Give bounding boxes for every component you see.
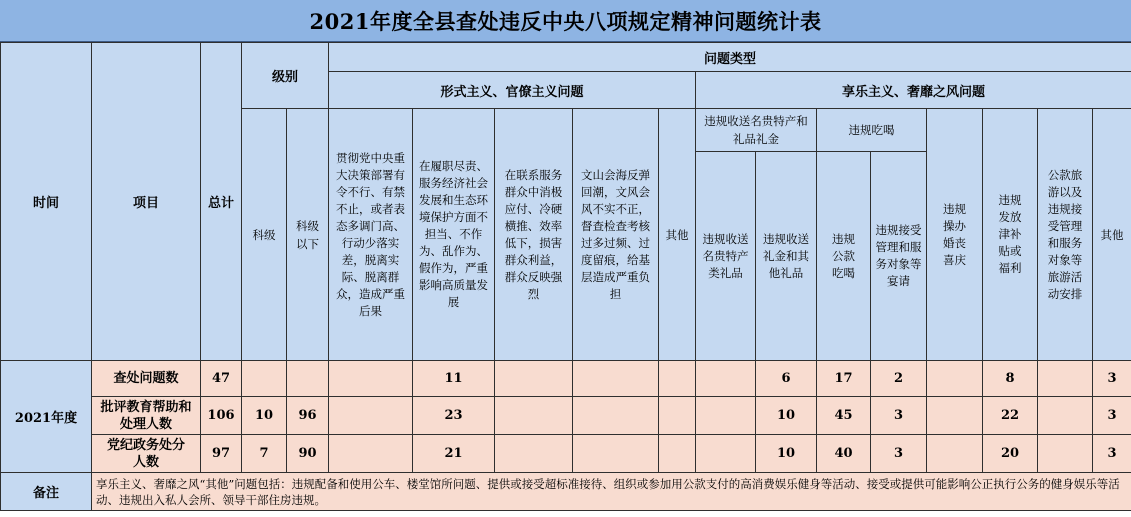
cell-wedding [927,361,983,397]
header-item: 项目 [92,43,201,361]
cell-f4 [573,361,659,397]
header-wedding: 违规操办婚丧喜庆 [927,109,983,361]
cell-f5 [659,361,696,397]
cell-f2: 23 [413,397,495,435]
header-formalism-other: 其他 [659,109,696,361]
cell-f2: 21 [413,435,495,473]
cell-gift1 [696,397,756,435]
cell-f5 [659,397,696,435]
cell-ke: 7 [242,435,287,473]
header-eat-group: 违规吃喝 [817,109,927,152]
cell-f2: 11 [413,361,495,397]
header-eat-2: 违规接受管理和服务对象等宴请 [871,152,927,361]
cell-wedding [927,397,983,435]
cell-total: 47 [201,361,242,397]
header-level-ke: 科级 [242,109,287,361]
row-label: 查处问题数 [92,361,201,397]
cell-f3 [495,397,573,435]
cell-f1 [329,435,413,473]
header-subsidy: 违规发放津补贴或福利 [983,109,1038,361]
cell-f1 [329,397,413,435]
time-cell: 2021年度 [1,361,92,473]
cell-wedding [927,435,983,473]
cell-eat2: 2 [871,361,927,397]
cell-other: 3 [1093,435,1131,473]
header-hedonism-group: 享乐主义、奢靡之风问题 [696,72,1131,109]
cell-gift2: 10 [756,397,817,435]
header-formalism-group: 形式主义、官僚主义问题 [329,72,696,109]
header-formalism-2: 在履职尽责、服务经济社会发展和生态环境保护方面不担当、不作为、乱作为、假作为，严重影响高质量发展 [413,109,495,361]
cell-travel [1038,397,1093,435]
cell-eat1: 45 [817,397,871,435]
header-gift-group: 违规收送名贵特产和礼品礼金 [696,109,817,152]
cell-f1 [329,361,413,397]
cell-travel [1038,435,1093,473]
header-eat-1: 违规公款吃喝 [817,152,871,361]
cell-f4 [573,397,659,435]
row-label: 党纪政务处分人数 [92,435,201,473]
header-level: 级别 [242,43,329,109]
cell-eat2: 3 [871,397,927,435]
cell-travel [1038,361,1093,397]
cell-below: 90 [287,435,329,473]
cell-eat1: 17 [817,361,871,397]
cell-gift2: 10 [756,435,817,473]
header-level-below: 科级以下 [287,109,329,361]
table-title: 2021年度全县查处违反中央八项规定精神问题统计表 [0,0,1131,42]
cell-subsidy: 8 [983,361,1038,397]
cell-below: 96 [287,397,329,435]
cell-f3 [495,435,573,473]
header-gift-1: 违规收送名贵特产类礼品 [696,152,756,361]
cell-gift1 [696,361,756,397]
cell-other: 3 [1093,397,1131,435]
cell-below [287,361,329,397]
table-row [1,361,1131,397]
note-label: 备注 [1,473,92,511]
cell-gift2: 6 [756,361,817,397]
cell-f5 [659,435,696,473]
header-total: 总计 [201,43,242,361]
cell-eat1: 40 [817,435,871,473]
header-travel: 公款旅游以及违规接受管理和服务对象等旅游活动安排 [1038,109,1093,361]
cell-total: 97 [201,435,242,473]
note-text: 享乐主义、奢靡之风“其他”问题包括：违规配备和使用公车、楼堂馆所问题、提供或接受超标准接待、组织或参加用公款支付的高消费娱乐健身等活动、接受或提供可能影响公正执行公务的健身娱乐等活动、违规出入私人会所、领导干部住房违规。 [92,473,1131,511]
cell-ke [242,361,287,397]
header-formalism-1: 贯彻党中央重大决策部署有令不行、有禁不止，或者表态多调门高、行动少落实差，脱离实际、脱离群众，造成严重后果 [329,109,413,361]
cell-total: 106 [201,397,242,435]
header-problem-type: 问题类型 [329,43,1131,72]
row-label: 批评教育帮助和处理人数 [92,397,201,435]
statistics-table [0,42,1131,511]
cell-f4 [573,435,659,473]
header-time: 时间 [1,43,92,361]
cell-other: 3 [1093,361,1131,397]
cell-eat2: 3 [871,435,927,473]
cell-subsidy: 22 [983,397,1038,435]
header-hedonism-other: 其他 [1093,109,1131,361]
header-formalism-4: 文山会海反弹回潮，文风会风不实不正，督查检查考核过多过频、过度留痕，给基层造成严重负担 [573,109,659,361]
header-gift-2: 违规收送礼金和其他礼品 [756,152,817,361]
note-row [1,473,1131,511]
table-row [1,435,1131,473]
cell-f3 [495,361,573,397]
header-formalism-3: 在联系服务群众中消极应付、冷硬横推、效率低下，损害群众利益，群众反映强烈 [495,109,573,361]
cell-subsidy: 20 [983,435,1038,473]
cell-gift1 [696,435,756,473]
table-row [1,397,1131,435]
cell-ke: 10 [242,397,287,435]
